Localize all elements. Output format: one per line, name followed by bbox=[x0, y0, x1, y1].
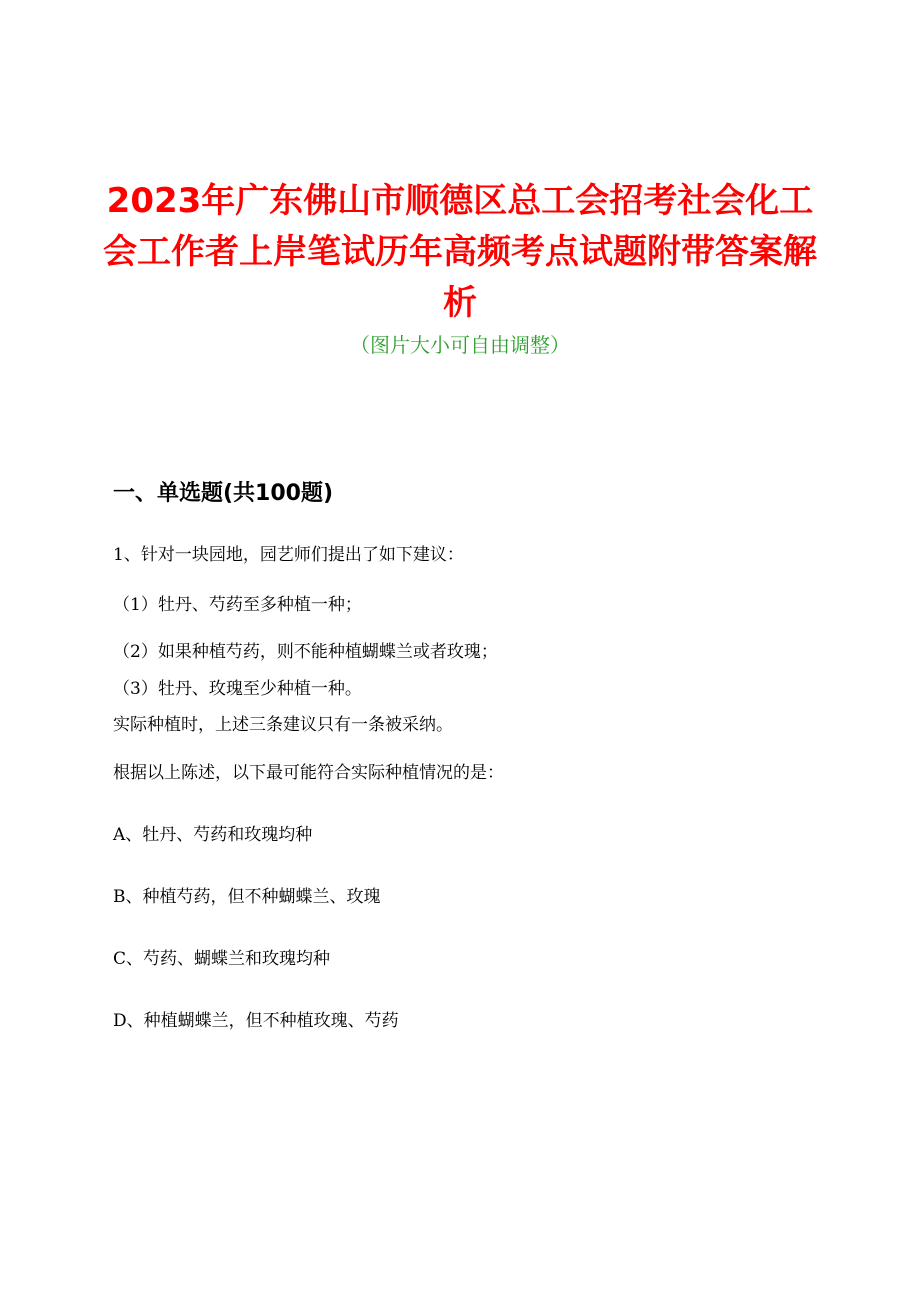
suggestion-2: （2）如果种植芍药，则不能种植蝴蝶兰或者玫瑰； bbox=[113, 642, 498, 662]
document-subtitle: （图片大小可自由调整） bbox=[350, 333, 570, 357]
document-title: 2023年广东佛山市顺德区总工会招考社会化工会工作者上岸笔试历年高频考点试题附带答案解析 bbox=[103, 181, 817, 323]
question-stem: 1、针对一块园地，园艺师们提出了如下建议： bbox=[113, 545, 464, 565]
section-heading: 一、单选题(共100题) bbox=[113, 481, 334, 506]
question-condition: 实际种植时，上述三条建议只有一条被采纳。 bbox=[113, 715, 453, 735]
question-prompt: 根据以上陈述，以下最可能符合实际种植情况的是： bbox=[113, 763, 504, 783]
option-c: C、芍药、蝴蝶兰和玫瑰均种 bbox=[113, 949, 331, 969]
option-b: B、种植芍药，但不种蝴蝶兰、玫瑰 bbox=[113, 887, 381, 907]
suggestion-1: （1）牡丹、芍药至多种植一种； bbox=[113, 595, 362, 615]
option-a: A、牡丹、芍药和玫瑰均种 bbox=[113, 825, 313, 845]
suggestion-3: （3）牡丹、玫瑰至少种植一种。 bbox=[113, 679, 362, 699]
option-d: D、种植蝴蝶兰，但不种植玫瑰、芍药 bbox=[113, 1011, 399, 1031]
